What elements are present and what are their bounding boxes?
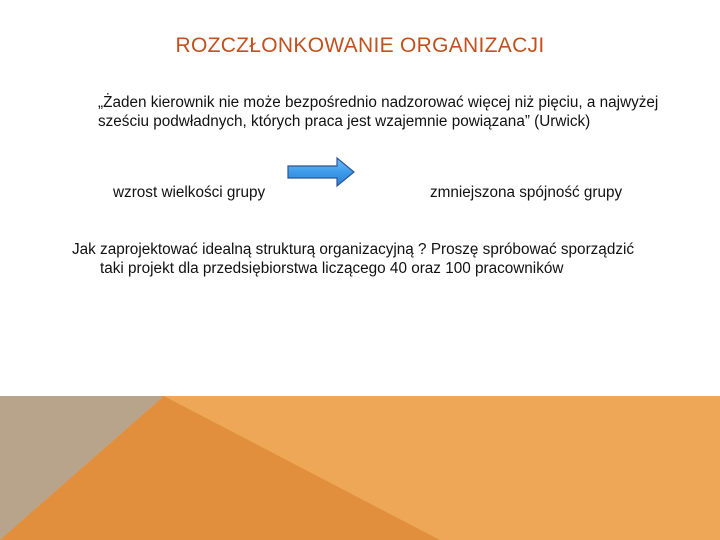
urwick-quote: „Żaden kierownik nie może bezpośrednio nadzorować więcej niż pięciu, a najwyżej sześciu podwładnych, których praca jest wzajemnie powiązana” (Urwick) <box>98 94 659 130</box>
decorative-footer-band <box>0 396 720 540</box>
design-question <box>72 240 662 278</box>
slide-title: ROZCZŁONKOWANIE ORGANIZACJI <box>175 34 545 57</box>
group-size-growth-label: wzrost wielkości grupy <box>113 184 266 201</box>
group-cohesion-decrease-label: zmniejszona spójność grupy <box>430 184 623 201</box>
design-question-text: Jak zaprojektować idealną strukturą organizacyjną ? Proszę spróbować sporządzić taki projekt dla przedsiębiorstwa liczącego 40 oraz 100 pracowników <box>72 241 635 277</box>
right-arrow-icon <box>287 157 355 187</box>
